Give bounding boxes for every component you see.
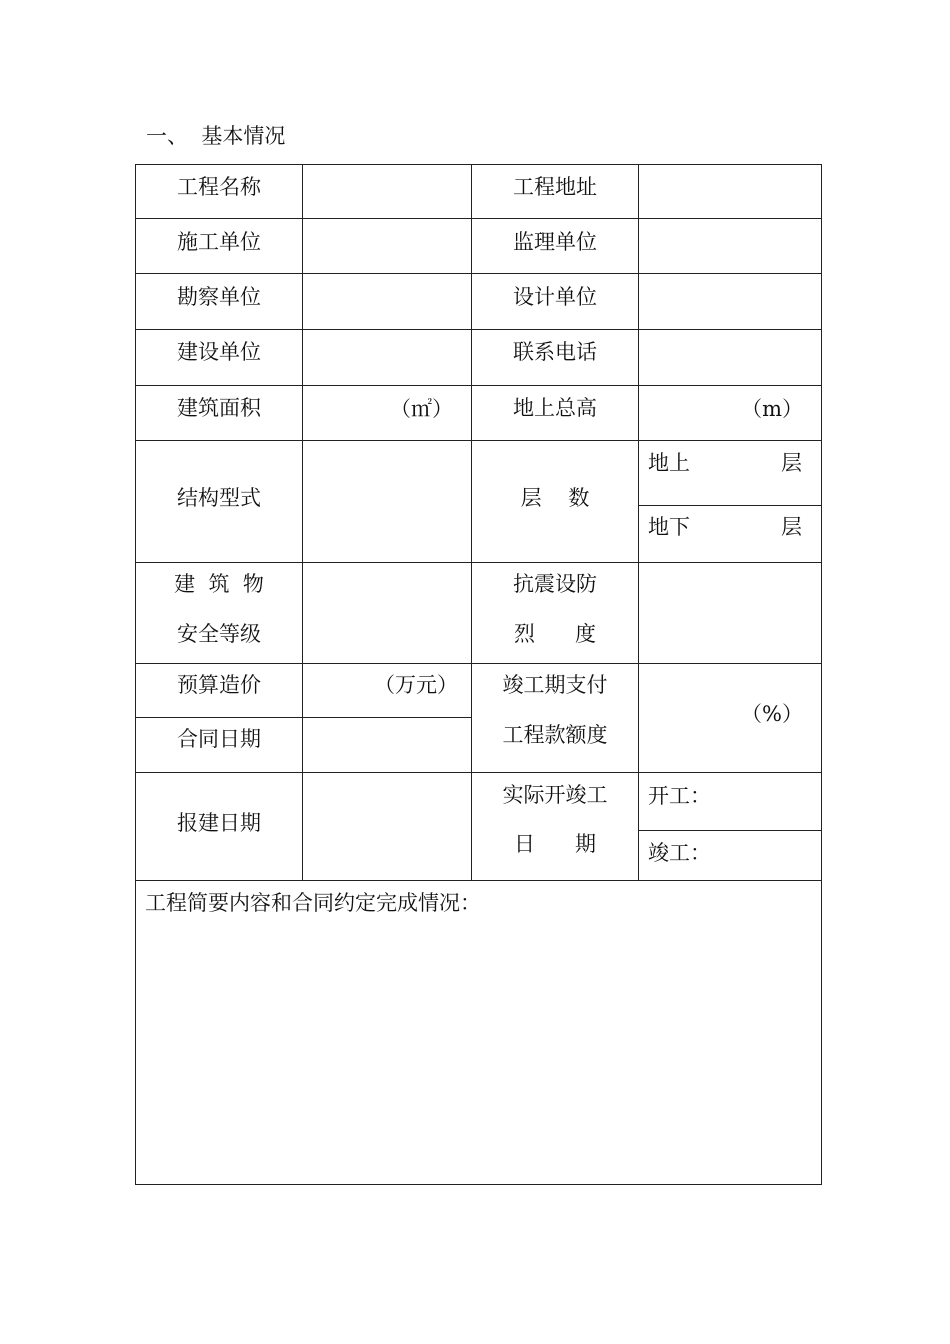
label-design-unit: 设计单位	[513, 285, 597, 309]
label-total-height: 地上总高	[513, 396, 597, 420]
label-supervision-unit: 监理单位	[513, 230, 597, 254]
label-owner-unit: 建设单位	[177, 340, 261, 364]
floor-unit-below: 层	[781, 515, 802, 539]
budget-contract-divider	[135, 717, 471, 718]
unit-height: （m）	[741, 397, 803, 421]
table-border-bottom	[135, 1184, 822, 1185]
label-summary: 工程简要内容和合同约定完成情况：	[145, 891, 481, 915]
column-divider	[638, 164, 639, 880]
label-survey-unit: 勘察单位	[177, 285, 261, 309]
label-phone: 联系电话	[513, 340, 597, 364]
row-divider	[135, 880, 822, 881]
row-divider	[135, 385, 822, 386]
column-divider	[302, 164, 303, 880]
label-above-ground: 地上	[648, 451, 690, 475]
row-divider	[135, 218, 822, 219]
table-border-right	[821, 164, 822, 1185]
table-border-top	[135, 164, 822, 165]
row-divider	[135, 562, 822, 563]
row-divider	[135, 329, 822, 330]
row-divider	[135, 772, 822, 773]
label-building-area: 建筑面积	[177, 396, 261, 420]
label-actual-dates-line1: 实际开竣工	[502, 783, 608, 807]
label-project-address: 工程地址	[513, 175, 597, 199]
label-seismic-line1: 抗震设防	[513, 572, 597, 596]
label-completion: 竣工：	[648, 841, 711, 865]
label-below-ground: 地下	[648, 515, 690, 539]
label-seismic-line2: 烈 度	[513, 622, 597, 646]
unit-payment: （%）	[741, 702, 803, 726]
floors-sub-divider	[638, 505, 822, 506]
label-report-date: 报建日期	[177, 811, 261, 835]
label-contract-date: 合同日期	[177, 727, 261, 751]
label-project-name: 工程名称	[177, 175, 261, 199]
label-safety-level-line2: 安全等级	[177, 622, 261, 646]
label-payment-line1: 竣工期支付	[502, 673, 608, 697]
label-start: 开工：	[648, 784, 711, 808]
label-payment-line2: 工程款额度	[502, 723, 608, 747]
section-heading: 一、 基本情况	[146, 124, 286, 148]
label-structure-type: 结构型式	[177, 486, 261, 510]
column-divider	[471, 164, 472, 880]
label-construction-unit: 施工单位	[177, 230, 261, 254]
unit-budget: （万元）	[374, 673, 458, 697]
row-divider	[135, 663, 822, 664]
unit-area: （㎡）	[390, 397, 453, 421]
label-budget: 预算造价	[177, 673, 261, 697]
label-safety-level-line1: 建 筑 物	[174, 572, 264, 596]
dates-sub-divider	[638, 830, 822, 831]
floor-unit-above: 层	[781, 451, 802, 475]
label-floors: 层 数	[520, 486, 590, 510]
label-actual-dates-line2: 日 期	[513, 832, 597, 856]
row-divider	[135, 273, 822, 274]
row-divider	[135, 440, 822, 441]
